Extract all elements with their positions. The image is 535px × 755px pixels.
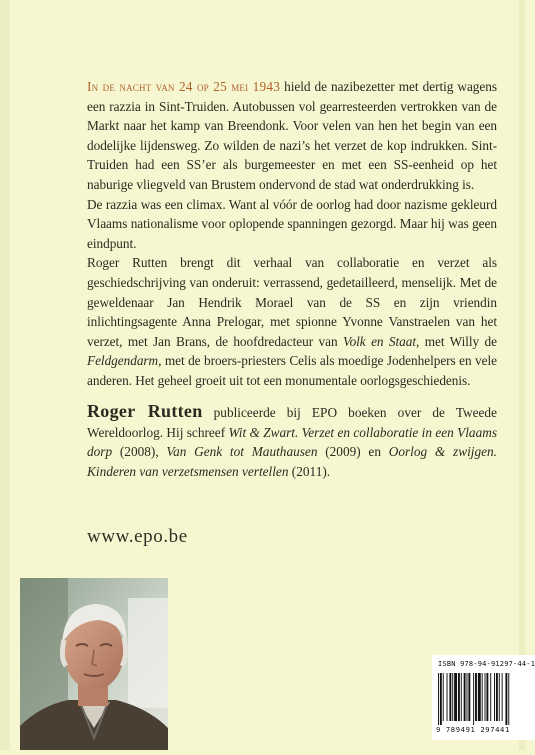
barcode-bar [438,673,439,725]
isbn-digits: 9 789491 297441 [436,725,510,734]
newspaper-title: Volk en Staat [342,333,417,349]
barcode-bar [499,673,500,721]
barcode-bar [486,673,488,721]
bio-text-a: publiceerde bij EPO boeken over de Tweede Wereldoorlog. Hij schreef [87,405,497,440]
book-title-2: Van Genk tot Mauthausen [166,444,318,460]
barcode-bar [485,673,486,721]
barcode-bar [490,673,491,721]
barcode-bars [436,673,531,725]
book-title-1: Wit & Zwart. Verzet en collaboratie in een Vlaams dorp [87,424,497,460]
opening-phrase: In de nacht van 24 op 25 mei 1943 [87,79,281,94]
barcode-bar [482,673,483,721]
barcode-bar [440,673,442,725]
bio-text-d: (2011). [288,463,331,479]
barcode-bar [505,673,507,725]
bio-text-b: (2008), [112,444,167,460]
barcode-bar [458,673,460,721]
paragraph-3-text-c: , met de broers-priesters Celis als moedige Jodenhelpers en vele anderen. Het geheel groeit uit tot een monumentale oorlogsgeschiedenis. [87,353,497,388]
barcode-bar [473,673,474,725]
blurb-paragraph-1 [87,77,497,195]
barcode-bar [475,673,477,721]
paragraph-1-text: hield de nazibezetter met dertig wagens een razzia in Sint-Truiden. Autobussen vol gearresteerden vertrokken van de Markt naar het kamp van Breendonk. Voor velen van hen het begin van een dodelijke lijdensweg. Zo wilden de nazi’s het verzet de kop indrukken. Sint-Truiden had een SS’er als burgemeester en met een SS-eenheid op het naburige vliegveld van Brustem ondervond de stad wat onderdrukking is. [87,79,497,192]
barcode-bar [447,673,448,721]
blurb-paragraph-2: De razzia was een climax. Want al vóór de oorlog had door nazisme gekleurd Vlaams nationalisme voor oplopende spanningen gezorgd. Maar hij was geen eindpunt. [87,196,497,251]
blurb-text [87,77,497,391]
barcode-bar [464,673,466,721]
isbn-barcode [432,655,535,740]
barcode-bar [502,673,503,721]
author-bio [87,402,497,481]
barcode-bar [449,673,451,721]
isbn-label: ISBN 978-94-91297-44-1 [438,660,535,668]
barcode-bar [494,673,495,721]
barcode-bar [452,673,453,721]
barcode-bar [468,673,470,721]
barcode-bar [478,673,481,721]
barcode-bar [508,673,509,725]
barcode-bar [496,673,498,721]
paragraph-3-text-a: Roger Rutten brengt dit verhaal van collaboratie en verzet als geschiedschrijving van onderuit: verrassend, gedetailleerd, menselijk. Met de geweldenaar Jan Hendrik Morael van de SS en zijn vriendin inlichtingsagente Anna Prelogar, met spionne Yvonne Vanstraelen van het verzet, met Jan Brans, de hoofdredacteur van [87,255,497,349]
blurb-paragraph-3 [87,253,497,390]
barcode-bar [467,673,468,721]
barcode-bar [454,673,457,721]
barcode-bar [461,673,462,721]
author-name: Roger Rutten [87,401,203,421]
publisher-website: www.epo.be [87,526,188,547]
barcode-bar [443,673,444,721]
feldgendarm-term: Feldgendarm [87,353,159,369]
author-photo [20,578,168,750]
paragraph-3-text-b: , met Willy de [416,333,497,349]
bio-text-c: (2009) en [317,444,389,460]
author-portrait-image [20,578,168,750]
author-bio-paragraph [87,402,497,481]
book-title-3: Oorlog & zwijgen. Kinderen van verzetsmensen vertellen [87,444,497,479]
